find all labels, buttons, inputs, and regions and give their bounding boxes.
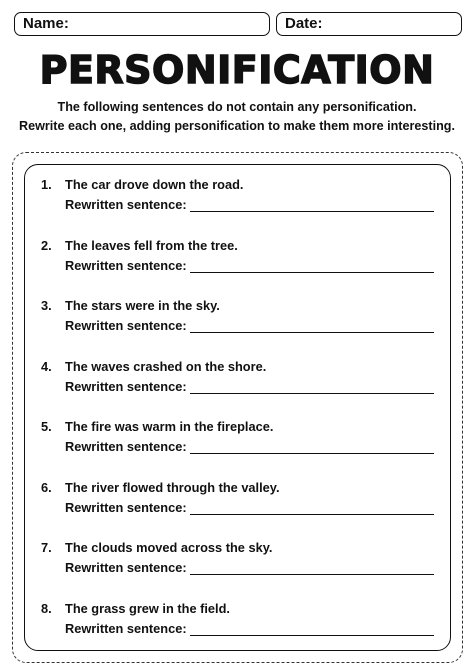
- rewrite-label: Rewritten sentence:: [65, 499, 187, 515]
- answer-line[interactable]: [190, 514, 434, 515]
- item-sentence: The stars were in the sky.: [65, 298, 220, 313]
- rewrite-label: Rewritten sentence:: [65, 560, 187, 575]
- rewrite-label: Rewritten sentence:: [65, 197, 187, 212]
- rewrite-label: Rewritten sentence:: [65, 318, 187, 333]
- item-sentence: The river flowed through the valley.: [65, 479, 280, 495]
- rewrite-label: Rewritten sentence:: [65, 378, 187, 394]
- item-number: 3.: [41, 298, 52, 313]
- instruction-line: Rewrite each one, adding personification to make them more interesting.: [19, 119, 455, 133]
- date-field[interactable]: [276, 12, 462, 36]
- rewrite-label: Rewritten sentence:: [65, 620, 187, 636]
- answer-line[interactable]: [190, 635, 434, 636]
- item-sentence: The car drove down the road.: [65, 177, 244, 192]
- exercise-item: [25, 589, 452, 636]
- answer-line[interactable]: [190, 211, 434, 212]
- item-number: 7.: [41, 540, 52, 555]
- rewrite-label: Rewritten sentence:: [65, 257, 187, 273]
- exercise-item: [25, 226, 452, 273]
- answer-line[interactable]: [190, 332, 434, 333]
- exercise-item: [25, 165, 452, 212]
- answer-line[interactable]: [190, 453, 434, 454]
- item-number: 4.: [41, 358, 52, 374]
- exercise-item: [25, 347, 452, 394]
- item-number: 5.: [41, 419, 52, 434]
- exercise-item: [25, 468, 452, 515]
- instruction-line: The following sentences do not contain any personification.: [57, 100, 417, 114]
- item-number: 6.: [41, 479, 52, 495]
- answer-line[interactable]: [190, 393, 434, 394]
- exercise-item: [25, 407, 452, 454]
- item-number: 1.: [41, 177, 52, 192]
- date-label: Date:: [285, 15, 323, 32]
- name-label: Name:: [23, 15, 69, 32]
- exercise-item: [25, 528, 452, 575]
- rewrite-label: Rewritten sentence:: [65, 439, 187, 454]
- page-title: PERSONIFICATION: [39, 48, 435, 92]
- exercise-panel: [24, 164, 451, 651]
- item-sentence: The leaves fell from the tree.: [65, 237, 238, 253]
- item-sentence: The waves crashed on the shore.: [65, 358, 267, 374]
- item-number: 2.: [41, 237, 52, 253]
- answer-line[interactable]: [190, 272, 434, 273]
- item-sentence: The clouds moved across the sky.: [65, 540, 273, 555]
- item-number: 8.: [41, 600, 52, 616]
- name-field[interactable]: [14, 12, 270, 36]
- item-sentence: The fire was warm in the fireplace.: [65, 419, 274, 434]
- answer-line[interactable]: [190, 574, 434, 575]
- item-sentence: The grass grew in the field.: [65, 600, 230, 616]
- exercise-item: [25, 286, 452, 333]
